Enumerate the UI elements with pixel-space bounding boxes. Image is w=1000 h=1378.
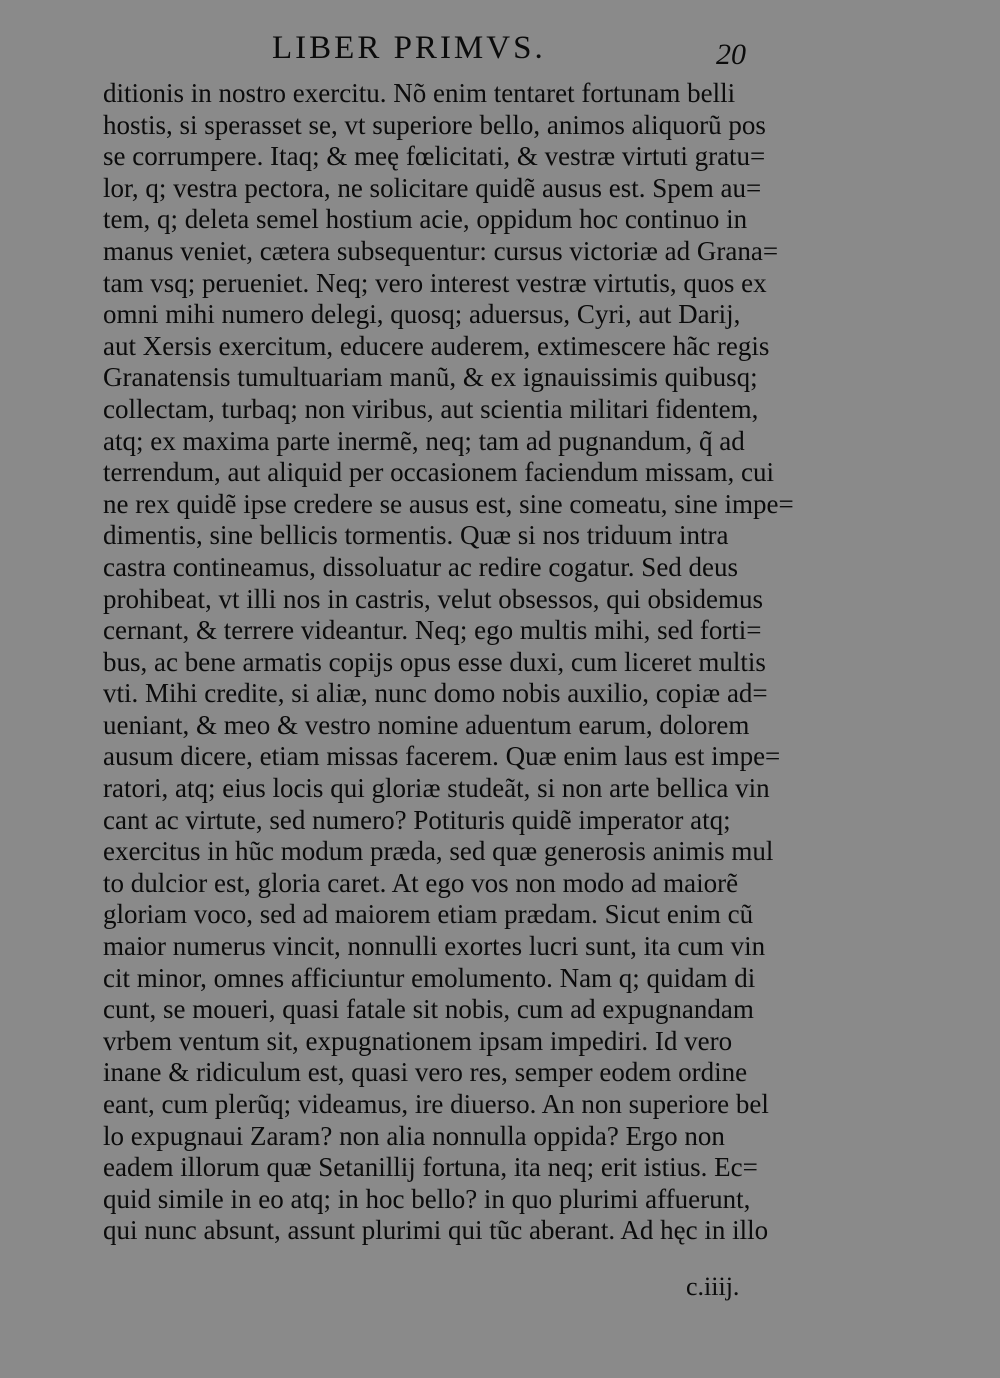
text-line: vrbem ventum sit, expugnationem ipsam impediri. Id vero [103, 1025, 733, 1056]
text-line: terrendum, aut aliquid per occasionem faciendum missam, cui [103, 457, 775, 488]
text-line: qui nunc absunt, assunt plurimi qui tũc aberant. Ad hęc in illo [103, 1215, 769, 1246]
text-line: quid simile in eo atq; in hoc bello? in quo plurimi affuerunt, [103, 1183, 751, 1214]
text-line: se corrumpere. Itaq; & meę fœlicitati, & vestræ virtuti gratu= [103, 141, 766, 172]
text-line: cernant, & terrere videantur. Neq; ego multis mihi, sed forti= [103, 615, 762, 646]
running-title: LIBER PRIMVS. [272, 30, 546, 66]
text-line: to dulcior est, gloria caret. At ego vos non modo ad maiorẽ [103, 867, 739, 898]
text-line: cunt, se moueri, quasi fatale sit nobis, cum ad expugnandam [103, 994, 754, 1025]
text-line: lo expugnaui Zaram? non alia nonnulla oppida? Ergo non [103, 1120, 725, 1151]
text-line: castra contineamus, dissoluatur ac redire cogatur. Sed deus [103, 551, 739, 582]
text-line: cant ac virtute, sed numero? Potituris quidẽ imperator atq; [103, 804, 731, 835]
text-line: eadem illorum quæ Setanillij fortuna, ita neq; erit istius. Ec= [103, 1152, 758, 1183]
text-line: collectam, turbaq; non viribus, aut scientia militari fidentem, [103, 393, 759, 424]
text-line: dimentis, sine bellicis tormentis. Quæ si nos triduum intra [103, 520, 729, 551]
page-number: 20 [716, 38, 746, 71]
text-line: ditionis in nostro exercitu. Nõ enim tentaret fortunam belli [103, 78, 736, 108]
text-line: Granatensis tumultuariam manũ, & ex ignauissimis quibusq; [103, 362, 758, 393]
text-line: ueniant, & meo & vestro nomine aduentum earum, dolorem [103, 709, 750, 740]
text-line: hostis, si sperasset se, vt superiore bello, animos aliquorũ pos [103, 109, 766, 140]
text-line: eant, cum plerũq; videamus, ire diuerso. An non superiore bel [103, 1089, 769, 1119]
text-line: bus, ac bene armatis copijs opus esse duxi, cum liceret multis [103, 646, 766, 677]
body-text [103, 78, 851, 1247]
text-line: ne rex quidẽ ipse credere se ausus est, sine comeatu, sine impe= [103, 488, 794, 519]
signature-mark: c.iiij. [686, 1272, 740, 1301]
text-line: ausum dicere, etiam missas facerem. Quæ enim laus est impe= [103, 741, 781, 772]
text-line: atq; ex maxima parte inermẽ, neq; tam ad pugnandum, q̃ ad [103, 425, 745, 456]
text-line: gloriam voco, sed ad maiorem etiam prædam. Sicut enim cũ [103, 899, 754, 930]
text-line: cit minor, omnes afficiuntur emolumento. Nam q; quidam di [103, 962, 756, 993]
text-line: prohibeat, vt illi nos in castris, velut obsessos, qui obsidemus [103, 583, 763, 614]
text-line: exercitus in hũc modum præda, sed quæ generosis animis mul [103, 836, 774, 867]
text-line: manus veniet, cætera subsequentur: cursus victoriæ ad Grana= [103, 235, 779, 266]
text-line: ratori, atq; eius locis qui gloriæ studeãt, si non arte bellica vin [103, 773, 770, 804]
text-line: inane & ridiculum est, quasi vero res, semper eodem ordine [103, 1057, 748, 1088]
text-line: omni mihi numero delegi, quosq; aduersus, Cyri, aut Darij, [103, 299, 741, 330]
text-line: lor, q; vestra pectora, ne solicitare quidẽ ausus est. Spem au= [103, 172, 762, 203]
text-line: vti. Mihi credite, si aliæ, nunc domo nobis auxilio, copiæ ad= [103, 678, 768, 709]
text-line: aut Xersis exercitum, educere auderem, extimescere hãc regis [103, 330, 770, 361]
text-line: maior numerus vincit, nonnulli exortes lucri sunt, ita cum vin [103, 931, 766, 962]
text-line: tam vsq; perueniet. Neq; vero interest vestræ virtutis, quos ex [103, 267, 767, 298]
text-line: tem, q; deleta semel hostium acie, oppidum hoc continuo in [103, 204, 748, 235]
